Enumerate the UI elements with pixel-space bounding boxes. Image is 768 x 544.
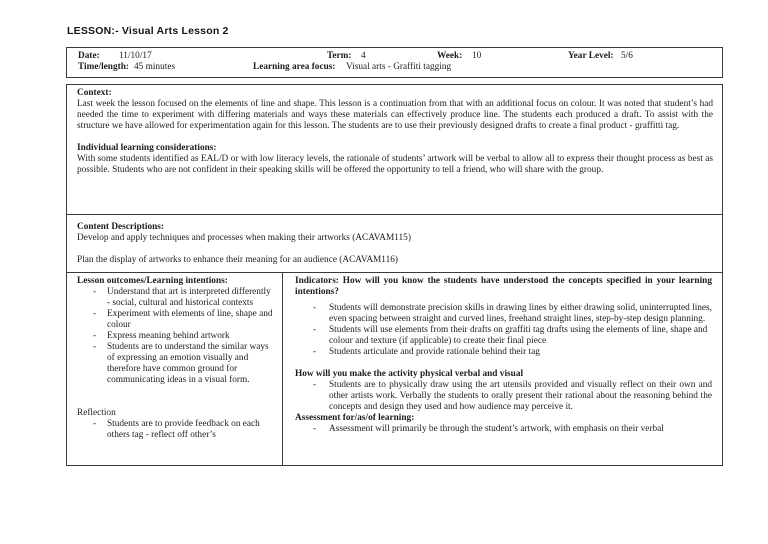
outcomes-indicators-section [67,273,722,465]
reflection-heading: Reflection [77,408,116,418]
lesson-outcomes-heading: Lesson outcomes/Learning intentions: [77,276,228,286]
page-title: LESSON:- Visual Arts Lesson 2 [67,25,229,37]
list-item-text: - Students will use elements from their drafts on graffiti tag drafts using the elements of line, shape and colour and texture (if applicable) to create their final piece [329,325,708,346]
week-value: 10 [472,51,482,61]
indicators-heading: Indicators: How will you know the students have understood the concepts specified in your learning intentions? [295,276,712,297]
list-item-text: - Experiment with elements of line, shape and colour [107,309,273,330]
lesson-plan-table [66,84,723,466]
list-item [77,419,276,441]
week-label: Week: [437,51,463,61]
individual-considerations-heading: Individual learning considerations: [77,143,217,153]
list-item [77,287,276,309]
date-label: Date: [78,51,100,61]
content-descriptions-section [67,215,722,273]
list-item-text: - Understand that art is interpreted differently - social, cultural and historical contexts [107,287,271,308]
list-item [295,347,712,358]
spacer [77,132,713,143]
list-item [77,331,276,342]
lesson-outcomes-column [67,273,283,465]
year-level-value: 5/6 [621,51,633,61]
assessment-heading: Assessment for/as/of learning: [295,413,415,423]
context-heading: Context: [77,88,112,98]
list-item-text: - Students are to provide feedback on each others tag - reflect off other’s [107,419,260,440]
list-item [295,325,712,347]
list-item-text: - Students will demonstrate precision skills in drawing lines by either drawing solid, uninterrupted lines, even spacing between straight and curved lines, freehand straight lines, step-by-step design planning. [329,303,712,324]
content-descriptions-heading: Content Descriptions: [77,222,165,232]
list-item-text: - Students are to physically draw using the art utensils provided and visually reflect on their own and other artists work. Verbally the students to orally present their rational about the reasoning behind the concepts and design they used and how audience may perceive it. [329,380,712,412]
list-item-text: - Students are to understand the similar ways of expressing an emotion visually and therefore have common ground for communicating ideas in a visual form. [107,342,269,385]
list-item-text: - Students articulate and provide rationale behind their tag [329,347,540,357]
list-item-text: - Express meaning behind artwork [107,331,230,341]
spacer [77,397,276,408]
spacer [77,386,276,397]
list-item [77,342,276,386]
context-section [67,85,722,215]
list-item [295,303,712,325]
lesson-info-table [66,47,723,78]
spacer [295,358,712,369]
list-item-text: - Assessment will primarily be through the student’s artwork, with emphasis on their verbal [329,424,664,434]
time-length-value: 45 minutes [134,62,176,72]
year-level-label: Year Level: [568,51,614,61]
individual-considerations-body: With some students identified as EAL/D or with low literacy levels, the rationale of students’ artwork will be verbal to allow all to express their thought process as best as possible. Students who are not confident in their speaking skills will be offered the opportunity to tell a friend, who will share with the group. [77,154,713,175]
indicators-column [283,273,722,465]
content-description-item: Plan the display of artworks to enhance their meaning for an audience (ACAVAM116) [77,255,399,265]
list-item [295,380,712,413]
time-length-label: Time/length: [78,62,129,72]
spacer [77,244,713,255]
term-label: Term: [327,51,352,61]
context-body: Last week the lesson focused on the elements of line and shape. This lesson is a continuation from that with an additional focus on colour. It was noted that student’s had needed the time to experiment with differing materials and ways these materials can effectively produce line. The students each produced a draft. To assist with the structure we have allowed for experimentation again for this lesson. The students are to use their previously designed drafts to create a final product - graffitti tag. [77,99,713,131]
learning-area-focus-value: Visual arts - Graffiti tagging [346,62,452,72]
learning-area-focus-label: Learning area focus: [253,62,336,72]
date-value: 11/10/17 [119,51,152,61]
list-item [295,424,712,435]
term-value: 4 [361,51,366,61]
activity-heading: How will you make the activity physical verbal and visual [295,369,524,379]
list-item [77,309,276,331]
content-description-item: Develop and apply techniques and processes when making their artworks (ACAVAM115) [77,233,411,243]
